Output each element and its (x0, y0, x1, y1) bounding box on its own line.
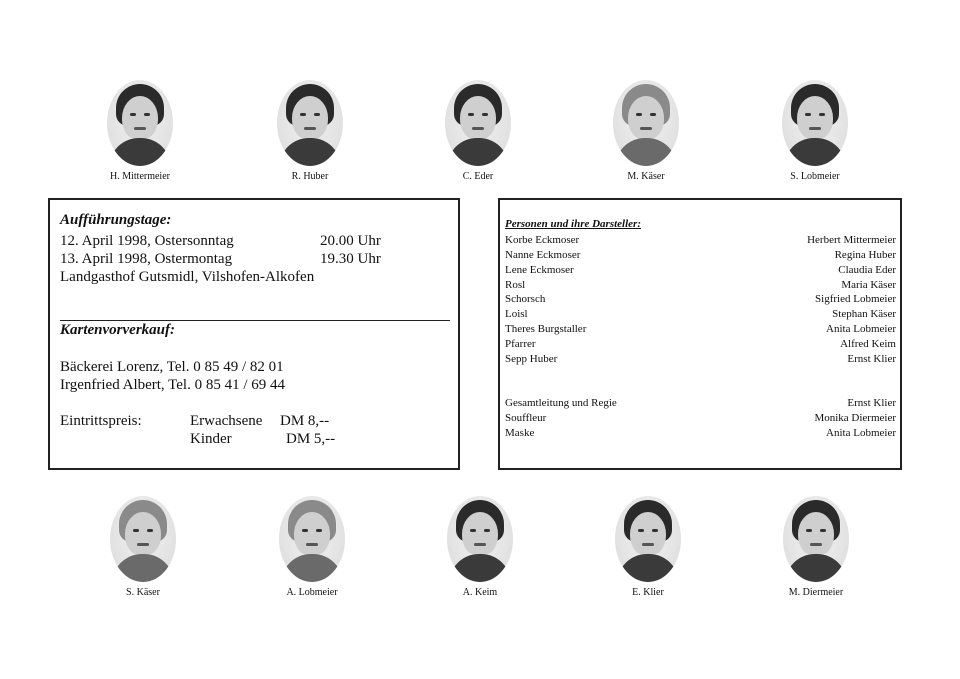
crew-name: Ernst Klier (847, 397, 896, 409)
cast-row (505, 263, 896, 278)
portrait-caption: E. Klier (632, 587, 664, 598)
portrait-s-lobmeier (755, 80, 875, 182)
tickets-heading: Kartenvorverkauf: (60, 322, 175, 338)
portrait-photo (782, 80, 848, 166)
portrait-photo (615, 496, 681, 582)
portrait-caption: M. Käser (627, 171, 665, 182)
portrait-photo (783, 496, 849, 582)
cast-row (505, 352, 896, 367)
portrait-photo (107, 80, 173, 166)
price-label: Eintrittspreis: (60, 413, 142, 429)
portrait-photo (110, 496, 176, 582)
portrait-caption: H. Mittermeier (110, 171, 170, 182)
crew-row (505, 396, 896, 411)
actor-name: Stephan Käser (832, 308, 896, 320)
actor-name: Claudia Eder (838, 264, 896, 276)
portrait-c-eder (418, 80, 538, 182)
portrait-h-mittermeier (80, 80, 200, 182)
actor-name: Ernst Klier (847, 353, 896, 365)
venue: Landgasthof Gutsmidl, Vilshofen-Alkofen (60, 269, 315, 285)
actor-name: Regina Huber (834, 249, 896, 261)
portrait-a-lobmeier (252, 496, 372, 598)
crew-role: Gesamtleitung und Regie (505, 397, 617, 409)
performances-heading: Aufführungstage: (60, 212, 172, 228)
actor-name: Sigfried Lobmeier (815, 293, 896, 305)
crew-name: Monika Diermeier (814, 412, 896, 424)
portrait-caption: C. Eder (462, 171, 494, 182)
actor-name: Alfred Keim (840, 338, 896, 350)
price-adult: DM 8,-- (280, 413, 330, 429)
performance-date-2: 13. April 1998, Ostermontag (60, 251, 233, 267)
role-name: Sepp Huber (505, 353, 558, 365)
performance-time-2: 19.30 Uhr (320, 251, 381, 267)
role-name: Pfarrer (505, 338, 536, 350)
cast-row (505, 322, 896, 337)
role-name: Theres Burgstaller (505, 323, 587, 335)
performance-time-1: 20.00 Uhr (320, 233, 381, 249)
price-child: DM 5,-- (286, 431, 336, 447)
crew-role: Souffleur (505, 412, 547, 424)
cast-row (505, 233, 896, 248)
portrait-m-kaeser (586, 80, 706, 182)
crew-role: Maske (505, 427, 535, 439)
cast-row (505, 307, 896, 322)
portrait-photo (445, 80, 511, 166)
portrait-caption: S. Lobmeier (790, 171, 840, 182)
price-category-adult: Erwachsene (190, 413, 263, 429)
portrait-caption: A. Lobmeier (286, 587, 338, 598)
performance-info-box (48, 198, 460, 470)
cast-row (505, 292, 896, 307)
cast-row (505, 278, 896, 293)
role-name: Schorsch (505, 293, 546, 305)
portrait-m-diermeier (756, 496, 876, 598)
actor-name: Herbert Mittermeier (807, 234, 896, 246)
portrait-photo (279, 496, 345, 582)
portrait-s-kaeser (83, 496, 203, 598)
cast-box (498, 198, 902, 470)
ticket-outlet-1: Bäckerei Lorenz, Tel. 0 85 49 / 82 01 (60, 359, 284, 375)
cast-row (505, 248, 896, 263)
actor-name: Anita Lobmeier (826, 323, 896, 335)
portrait-caption: M. Diermeier (788, 587, 844, 598)
crew-row (505, 411, 896, 426)
role-name: Korbe Eckmoser (505, 234, 580, 246)
cast-row (505, 337, 896, 352)
actor-name: Maria Käser (841, 279, 896, 291)
portrait-caption: R. Huber (291, 171, 329, 182)
role-name: Lene Eckmoser (505, 264, 574, 276)
portrait-caption: A. Keim (462, 587, 498, 598)
price-category-child: Kinder (190, 431, 232, 447)
portrait-e-klier (588, 496, 708, 598)
portrait-caption: S. Käser (126, 587, 160, 598)
performance-date-1: 12. April 1998, Ostersonntag (60, 233, 234, 249)
crew-name: Anita Lobmeier (826, 427, 896, 439)
divider (60, 320, 450, 321)
role-name: Rosl (505, 279, 526, 291)
role-name: Nanne Eckmoser (505, 249, 581, 261)
portrait-photo (447, 496, 513, 582)
ticket-outlet-2: Irgenfried Albert, Tel. 0 85 41 / 69 44 (60, 377, 286, 393)
portrait-photo (277, 80, 343, 166)
cast-heading: Personen und ihre Darsteller: (505, 218, 641, 230)
role-name: Loisl (505, 308, 528, 320)
portrait-r-huber (250, 80, 370, 182)
crew-row (505, 426, 896, 441)
portrait-a-keim (420, 496, 540, 598)
portrait-photo (613, 80, 679, 166)
